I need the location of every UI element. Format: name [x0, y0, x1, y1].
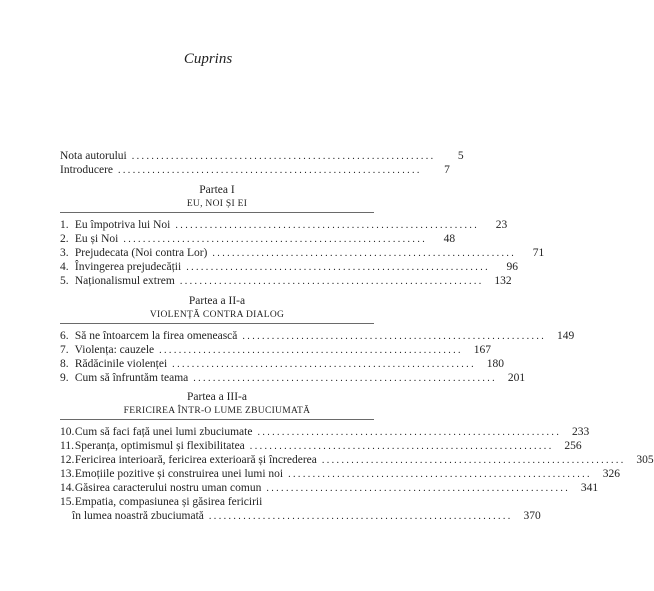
- leader-dots: ..............................................................: [179, 276, 484, 287]
- entry-label: Violența: cauzele: [74, 344, 155, 356]
- leader-dots: ..............................................................: [212, 248, 517, 259]
- toc-entry[interactable]: [60, 343, 491, 357]
- front-matter-list: [60, 149, 464, 177]
- entry-page: 71: [532, 247, 545, 259]
- entry-page: 167: [473, 344, 491, 356]
- toc-entry[interactable]: [60, 467, 620, 481]
- leader-dots: ..............................................................: [175, 220, 480, 231]
- entry-page: 23: [495, 219, 508, 231]
- entry-page: 5: [457, 150, 464, 162]
- entry-label: Cum să faci față unei lumi zbuciumate: [74, 426, 253, 438]
- chapter-number: 6.: [60, 330, 69, 342]
- leader-dots: ..............................................................: [249, 441, 554, 452]
- chapter-number: 3.: [60, 247, 69, 259]
- chapter-number: 12.: [60, 454, 75, 466]
- toc-entry[interactable]: [60, 495, 374, 509]
- entry-label: Speranța, optimismul și flexibilitatea: [74, 440, 245, 452]
- entry-label: Cum să înfruntăm teama: [74, 372, 189, 384]
- entry-page: 48: [443, 233, 456, 245]
- entry-label: Eu împotriva lui Noi: [74, 219, 171, 231]
- leader-dots: ..............................................................: [172, 359, 476, 370]
- toc-entry[interactable]: [60, 260, 519, 274]
- entry-label: Găsirea caracterului nostru uman comun: [74, 482, 262, 494]
- entry-page: 180: [486, 358, 504, 370]
- chapter-number: 2.: [60, 233, 69, 245]
- leader-dots: ..............................................................: [118, 165, 422, 176]
- leader-dots: ..............................................................: [208, 511, 513, 522]
- entry-label: Să ne întoarcem la firea omenească: [74, 330, 238, 342]
- leader-dots: ..............................................................: [242, 331, 547, 342]
- entry-label: Rădăcinile violenței: [74, 358, 168, 370]
- toc-entry[interactable]: [60, 246, 545, 260]
- toc-entry[interactable]: [60, 453, 654, 467]
- leader-dots: ..............................................................: [123, 234, 428, 245]
- chapter-number: 9.: [60, 372, 69, 384]
- entry-label: Fericirea interioară, fericirea exterioară și încrederea: [74, 454, 317, 466]
- toc-entry[interactable]: [60, 274, 512, 288]
- chapter-number: 4.: [60, 261, 69, 273]
- entry-page: 7: [444, 164, 450, 176]
- chapter-number: 13.: [60, 468, 75, 480]
- entry-label: în lumea noastră zbuciumată: [72, 510, 204, 522]
- toc-entry[interactable]: [60, 481, 599, 495]
- entry-page: 201: [507, 372, 526, 384]
- chapter-number: 14.: [60, 482, 75, 494]
- toc-entry[interactable]: [60, 371, 526, 385]
- chapter-number: 8.: [60, 358, 69, 370]
- part-section: [60, 294, 575, 385]
- entry-label: Introducere: [60, 164, 113, 176]
- toc-entry[interactable]: [60, 163, 450, 177]
- chapter-number: 7.: [60, 344, 69, 356]
- entry-page: 256: [564, 440, 582, 452]
- part-section: [60, 390, 654, 523]
- entry-label: Empatia, compasiunea și găsirea fericirii: [74, 496, 263, 508]
- leader-dots: ..............................................................: [131, 151, 436, 162]
- toc-entry[interactable]: [60, 218, 508, 232]
- chapter-number: 15.: [60, 496, 75, 508]
- entry-page: 370: [523, 510, 541, 522]
- entry-page: 233: [572, 426, 590, 438]
- toc-entry[interactable]: [60, 329, 575, 343]
- entry-page: 341: [580, 482, 599, 494]
- part-section: [60, 183, 545, 288]
- entry-label: Nota autorului: [60, 150, 127, 162]
- leader-dots: ..............................................................: [321, 455, 626, 466]
- toc-entry[interactable]: [60, 149, 464, 163]
- part-title: VIOLENȚĂ CONTRA DIALOG: [60, 309, 374, 324]
- part-title: EU, NOI ȘI EI: [60, 198, 374, 213]
- entry-page: 149: [556, 330, 575, 342]
- part-name: Partea I: [199, 184, 235, 196]
- entry-label: Prejudecata (Noi contra Lor): [74, 247, 208, 259]
- entry-page: 96: [506, 261, 519, 273]
- toc-entry[interactable]: [60, 232, 456, 246]
- entry-page: 132: [494, 275, 512, 287]
- part-name: Partea a II-a: [188, 295, 246, 307]
- part-title: FERICIREA ÎNTR-O LUME ZBUCIUMATĂ: [60, 405, 374, 420]
- toc-entry[interactable]: [60, 357, 504, 371]
- page-title: Cuprins: [183, 51, 233, 67]
- entry-page: 326: [602, 468, 620, 480]
- leader-dots: ..............................................................: [266, 483, 571, 494]
- entry-label: Învingerea prejudecății: [74, 261, 182, 273]
- chapter-number: 11.: [60, 440, 74, 452]
- chapter-number: 5.: [60, 275, 69, 287]
- entry-page: 305: [636, 454, 654, 466]
- leader-dots: ..............................................................: [159, 345, 463, 356]
- leader-dots: ..............................................................: [257, 427, 562, 438]
- leader-dots: ..............................................................: [288, 469, 592, 480]
- entry-label: Eu și Noi: [74, 233, 119, 245]
- entry-label: Naționalismul extrem: [74, 275, 175, 287]
- leader-dots: ..............................................................: [193, 373, 498, 384]
- entry-label: Emoțiile pozitive și construirea unei lumi noi: [74, 468, 284, 480]
- chapter-number: 10.: [60, 426, 75, 438]
- part-name: Partea a III-a: [186, 391, 247, 403]
- toc-entry[interactable]: [60, 439, 582, 453]
- chapter-number: 1.: [60, 219, 69, 231]
- leader-dots: ..............................................................: [186, 262, 491, 273]
- toc-entry-continuation[interactable]: [60, 509, 541, 523]
- toc-entry[interactable]: [60, 425, 590, 439]
